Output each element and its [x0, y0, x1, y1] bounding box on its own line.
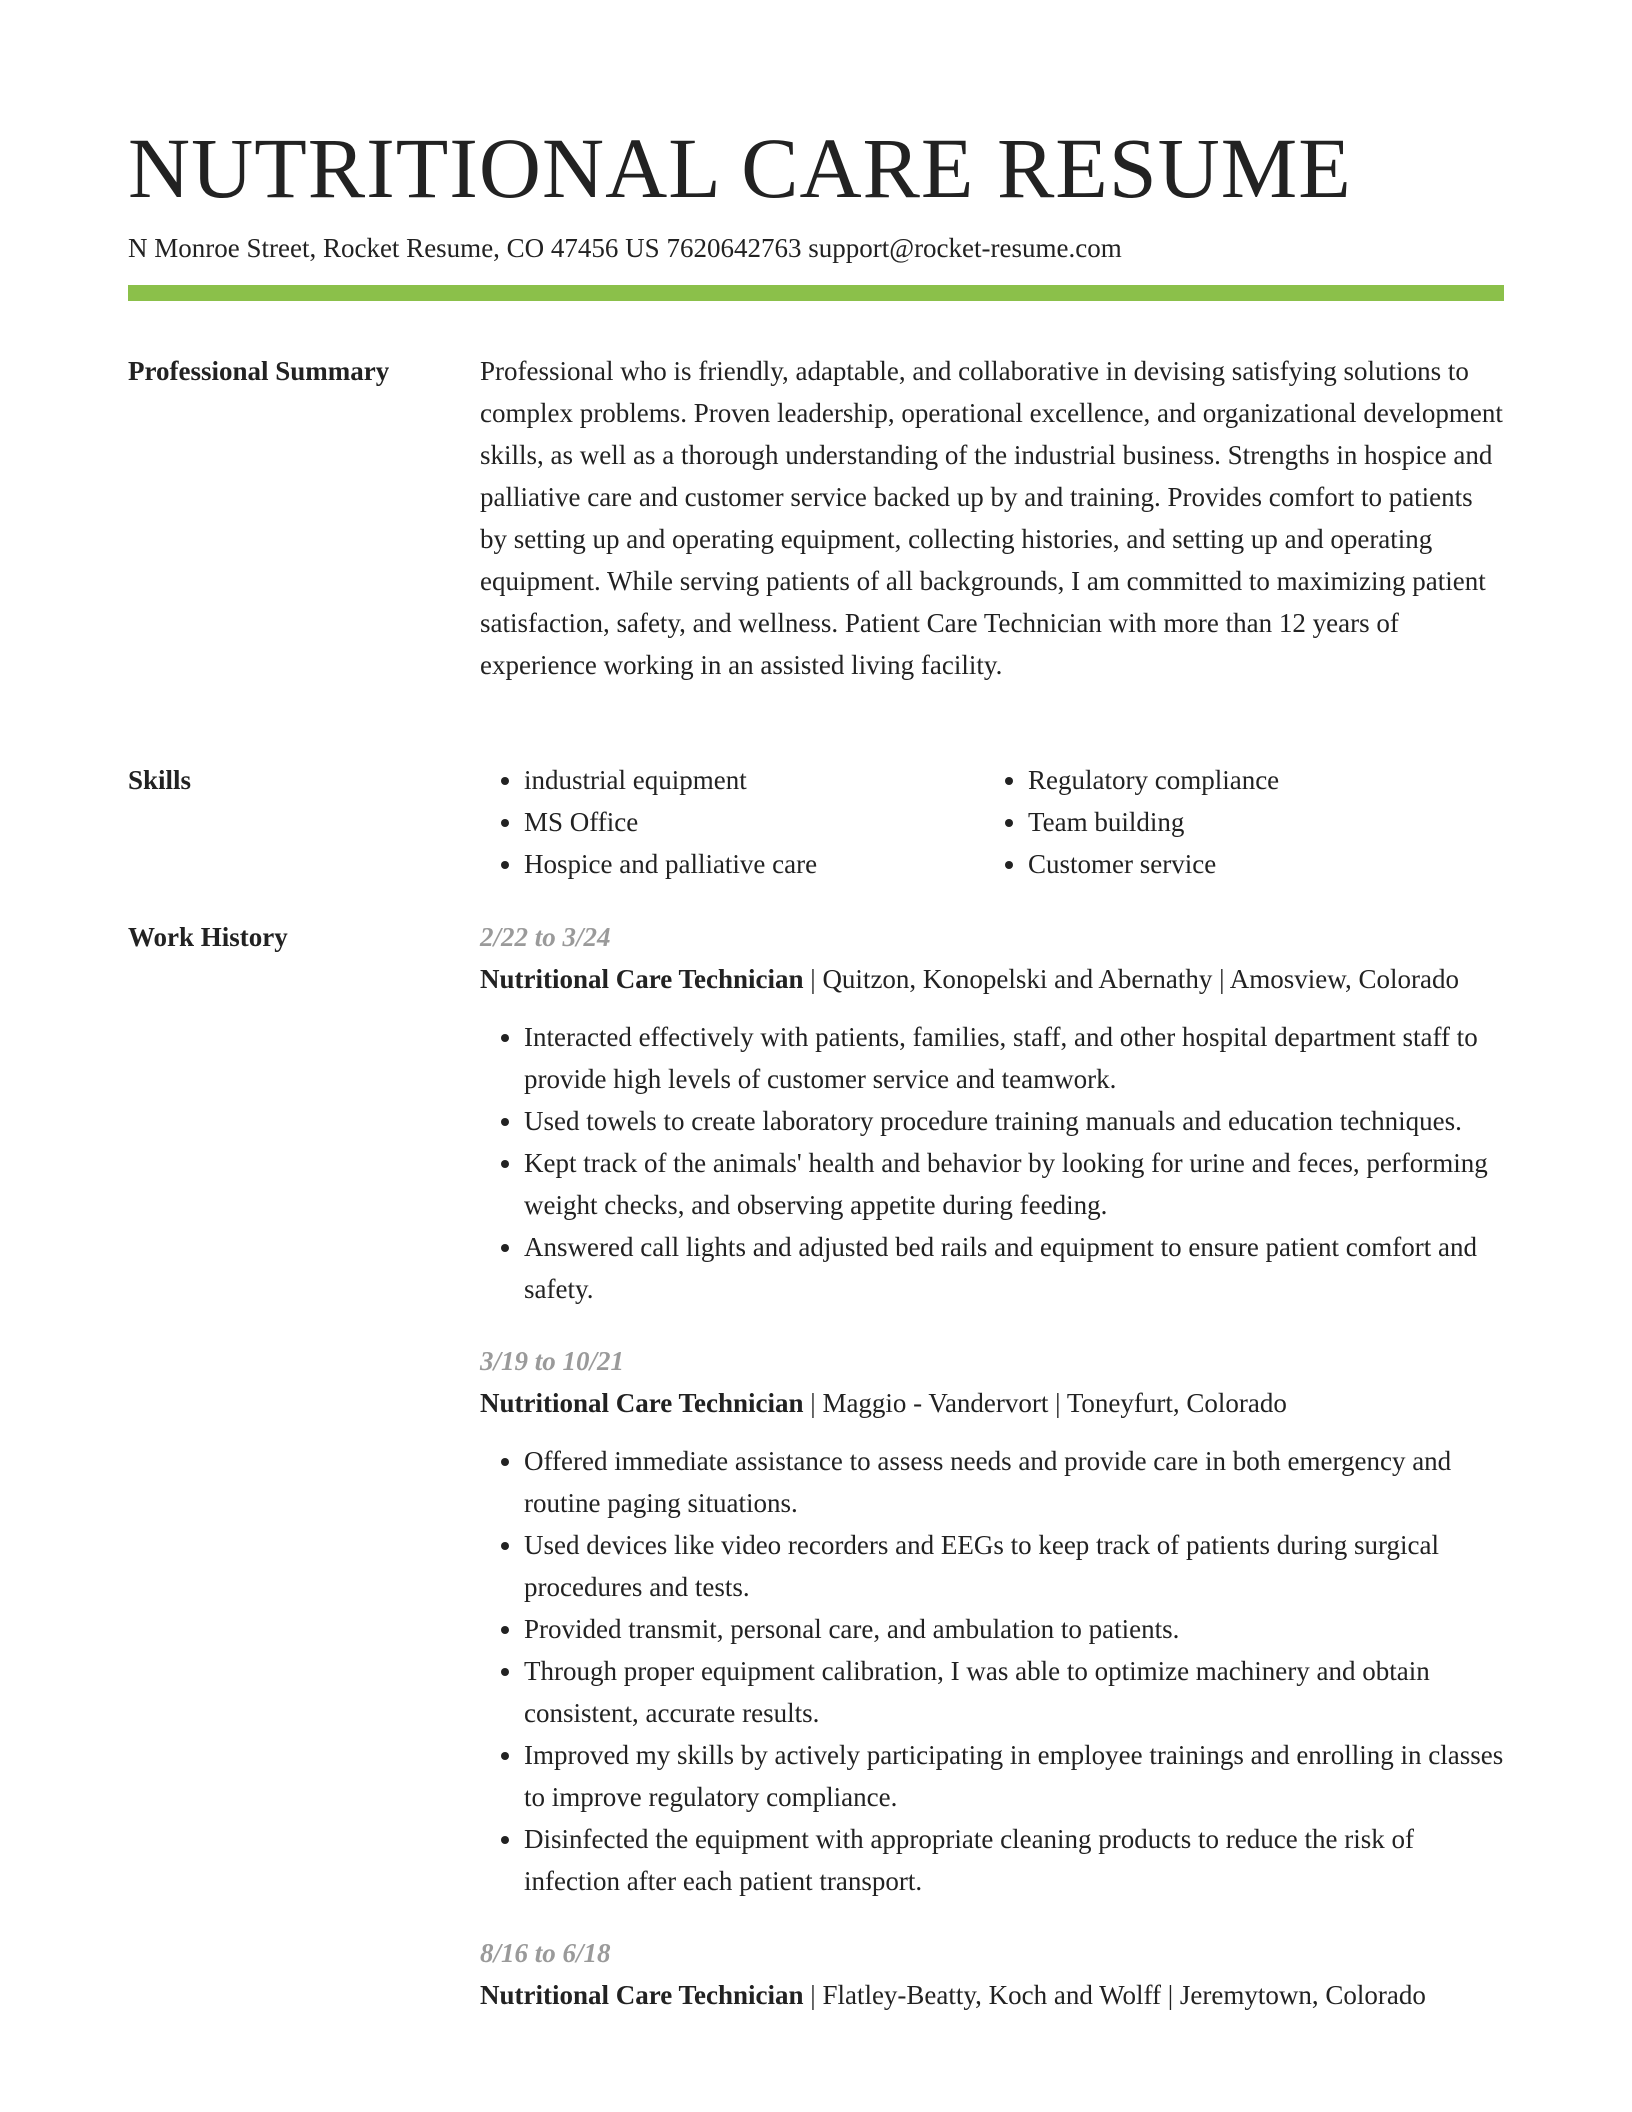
- job-title: Nutritional Care Technician: [480, 964, 804, 994]
- job-title: Nutritional Care Technician: [480, 1388, 804, 1418]
- job-company: Quitzon, Konopelski and Abernathy: [822, 964, 1213, 994]
- job-bullet: • Used devices like video recorders and EEGs to keep track of patients during surgical procedures and tests.: [524, 1524, 1504, 1608]
- work-history-heading: Work History: [128, 922, 288, 952]
- job-bullet: • Through proper equipment calibration, I was able to optimize machinery and obtain consistent, accurate results.: [524, 1650, 1504, 1734]
- job-bullet: • Answered call lights and adjusted bed rails and equipment to ensure patient comfort and safety.: [524, 1226, 1504, 1310]
- job-bullet: • Improved my skills by actively participating in employee trainings and enrolling in classes to improve regulatory compliance.: [524, 1734, 1504, 1818]
- skill-item: • industrial equipment: [524, 759, 984, 801]
- skill-item: • Customer service: [1028, 843, 1488, 885]
- separator: [804, 1388, 823, 1418]
- skill-item: • Regulatory compliance: [1028, 759, 1488, 801]
- job-dates: 3/19 to 10/21: [480, 1346, 625, 1376]
- job-bullet: • Disinfected the equipment with appropriate cleaning products to reduce the risk of infection after each patient transport.: [524, 1818, 1504, 1902]
- summary-body: [480, 350, 1504, 686]
- summary-heading: Professional Summary: [128, 356, 390, 386]
- header-divider: [128, 285, 1504, 301]
- job-bullet: • Interacted effectively with patients, families, staff, and other hospital department staff to provide high levels of customer service and teamwork.: [524, 1016, 1504, 1100]
- job-header: [480, 958, 1504, 1000]
- job-entry: [480, 1932, 1504, 2016]
- work-history-body: [480, 916, 1504, 2042]
- job-entry: [480, 1340, 1504, 1902]
- job-location: Jeremytown, Colorado: [1179, 1980, 1426, 2010]
- separator: [1212, 964, 1229, 994]
- contact-line: [128, 230, 1122, 266]
- contact-address: N Monroe Street, Rocket Resume, CO 47456 US: [128, 233, 660, 263]
- job-dates: 8/16 to 6/18: [480, 1938, 611, 1968]
- contact-email: support@rocket-resume.com: [808, 233, 1122, 263]
- job-bullet: • Used towels to create laboratory procedure training manuals and education techniques.: [524, 1100, 1504, 1142]
- skill-item: • Hospice and palliative care: [524, 843, 984, 885]
- separator: [1048, 1388, 1066, 1418]
- job-title: Nutritional Care Technician: [480, 1980, 804, 2010]
- job-company: Maggio - Vandervort: [822, 1388, 1049, 1418]
- contact-phone: 7620642763: [666, 233, 802, 263]
- job-bullets: [480, 1440, 1504, 1902]
- summary-text: Professional who is friendly, adaptable, and collaborative in devising satisfying solutions to complex problems. Proven leadership, operational excellence, and organizational development skills, as well as a thorough understanding of the industrial business. Strengths in hospice and palliative care and customer service backed up by and training. Provides comfort to patients by setting up and operating equipment, collecting histories, and setting up and operating equipment. While serving patients of all backgrounds, I am committed to maximizing patient satisfaction, safety, and wellness. Patient Care Technician with more than 12 years of experience working in an assisted living facility.: [480, 356, 1503, 680]
- job-dates: 2/22 to 3/24: [480, 922, 611, 952]
- job-bullet: • Provided transmit, personal care, and ambulation to patients.: [524, 1608, 1504, 1650]
- skill-item: • MS Office: [524, 801, 984, 843]
- job-entry: [480, 916, 1504, 1310]
- job-header: [480, 1382, 1504, 1424]
- job-header: [480, 1974, 1504, 2016]
- resume-title: NUTRITIONAL CARE RESUME: [128, 120, 1352, 216]
- separator: [804, 1980, 823, 2010]
- skills-body: [480, 759, 1504, 885]
- job-location: Amosview, Colorado: [1229, 964, 1460, 994]
- skill-item: • Team building: [1028, 801, 1488, 843]
- separator: [804, 964, 823, 994]
- skills-column-1: [480, 759, 984, 885]
- skills-heading: Skills: [128, 765, 192, 795]
- job-company: Flatley-Beatty, Koch and Wolff: [822, 1980, 1161, 2010]
- job-location: Toneyfurt, Colorado: [1066, 1388, 1287, 1418]
- job-bullet: • Kept track of the animals' health and behavior by looking for urine and feces, performing weight checks, and observing appetite during feeding.: [524, 1142, 1504, 1226]
- job-bullets: [480, 1016, 1504, 1310]
- separator: [1161, 1980, 1180, 2010]
- skills-column-2: [984, 759, 1488, 885]
- job-bullet: • Offered immediate assistance to assess needs and provide care in both emergency and routine paging situations.: [524, 1440, 1504, 1524]
